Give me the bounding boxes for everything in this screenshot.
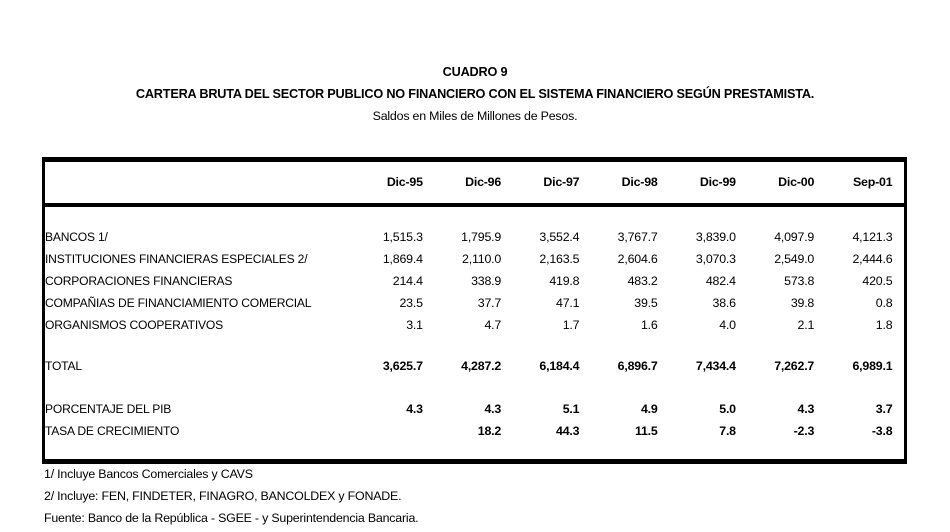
cell-value: 3.7 bbox=[875, 401, 893, 416]
title-block bbox=[0, 61, 950, 127]
column-header: Dic-00 bbox=[736, 160, 814, 205]
column-header-empty bbox=[44, 160, 345, 205]
cell-value: 7.8 bbox=[719, 423, 736, 438]
cell-value: 1.8 bbox=[875, 317, 893, 332]
cell-value: 6,184.4 bbox=[539, 358, 580, 373]
table-row bbox=[44, 292, 906, 314]
row-label: PORCENTAJE DEL PIB bbox=[45, 401, 172, 416]
row-label: TASA DE CRECIMIENTO bbox=[45, 423, 180, 438]
row-label: TOTAL bbox=[45, 358, 82, 373]
cell-value: 419.8 bbox=[549, 273, 580, 288]
column-header-spacer bbox=[892, 160, 905, 205]
pib-row bbox=[44, 398, 906, 420]
footnotes bbox=[44, 463, 418, 529]
cell-value: 338.9 bbox=[471, 273, 502, 288]
cell-value: 4,097.9 bbox=[774, 229, 815, 244]
cell-value: 573.8 bbox=[784, 273, 815, 288]
cell-value: 2,444.6 bbox=[852, 251, 893, 266]
cell-value: 7,434.4 bbox=[695, 358, 736, 373]
page-subtitle: Saldos en Miles de Millones de Pesos. bbox=[372, 109, 578, 123]
cell-value: 2,163.5 bbox=[539, 251, 580, 266]
cell-value: 4.3 bbox=[406, 401, 423, 416]
cell-value: 1,795.9 bbox=[461, 229, 502, 244]
column-header: Sep-01 bbox=[814, 160, 892, 205]
footnote-1: 1/ Incluye Bancos Comerciales y CAVS bbox=[44, 467, 253, 481]
data-table bbox=[42, 157, 907, 464]
cell-value: 4.9 bbox=[640, 401, 658, 416]
table-row bbox=[44, 226, 906, 248]
table-row bbox=[44, 248, 906, 270]
spacer-row bbox=[44, 205, 906, 226]
cell-value: 4.3 bbox=[797, 401, 815, 416]
cell-value: 1,515.3 bbox=[382, 229, 423, 244]
cell-value: 47.1 bbox=[556, 295, 580, 310]
cell-value: 483.2 bbox=[627, 273, 658, 288]
footnote-source: Fuente: Banco de la República - SGEE - y Superintendencia Bancaria. bbox=[44, 511, 419, 525]
cell-value: 0.8 bbox=[875, 295, 893, 310]
cell-value: 2.1 bbox=[797, 317, 815, 332]
cell-value bbox=[345, 420, 423, 442]
cell-value: 44.3 bbox=[556, 423, 580, 438]
row-label: INSTITUCIONES FINANCIERAS ESPECIALES 2/ bbox=[45, 251, 308, 266]
cell-value: 23.5 bbox=[399, 295, 423, 310]
cell-value: 4,287.2 bbox=[461, 358, 502, 373]
table-row bbox=[44, 270, 906, 292]
cell-value: 3,070.3 bbox=[695, 251, 736, 266]
cell-value: 2,549.0 bbox=[774, 251, 815, 266]
footnote-2: 2/ Incluye: FEN, FINDETER, FINAGRO, BANCOLDEX y FONADE. bbox=[44, 489, 402, 503]
growth-row bbox=[44, 420, 906, 442]
cell-value: 2,604.6 bbox=[617, 251, 658, 266]
cell-value: 2,110.0 bbox=[462, 251, 502, 266]
cell-value: 3,552.4 bbox=[539, 229, 580, 244]
cell-value: 1.7 bbox=[562, 317, 580, 332]
cell-value: 7,262.7 bbox=[774, 358, 815, 373]
cell-value: -2.3 bbox=[793, 423, 815, 438]
cell-value: 3,839.0 bbox=[695, 229, 736, 244]
cell-value: 3.1 bbox=[406, 317, 423, 332]
spacer-row bbox=[44, 377, 906, 398]
column-header: Dic-96 bbox=[423, 160, 501, 205]
column-header: Dic-99 bbox=[658, 160, 736, 205]
row-label: BANCOS 1/ bbox=[45, 229, 108, 244]
column-header: Dic-95 bbox=[345, 160, 423, 205]
cell-value: 1.6 bbox=[640, 317, 658, 332]
cell-value: 18.2 bbox=[477, 423, 502, 438]
cell-value: 420.5 bbox=[862, 273, 893, 288]
cell-value: 4.0 bbox=[719, 317, 736, 332]
cell-value: 11.5 bbox=[634, 423, 658, 438]
header-row bbox=[44, 160, 906, 205]
cell-value: 39.5 bbox=[634, 295, 658, 310]
cell-value: 4.3 bbox=[484, 401, 502, 416]
cell-value: 37.7 bbox=[477, 295, 502, 310]
cell-value: 482.4 bbox=[705, 273, 736, 288]
row-label: COMPAÑIAS DE FINANCIAMIENTO COMERCIAL bbox=[45, 295, 312, 310]
column-header: Dic-98 bbox=[579, 160, 657, 205]
row-label: ORGANISMOS COOPERATIVOS bbox=[45, 317, 223, 332]
spacer-row bbox=[44, 336, 906, 355]
table-row bbox=[44, 314, 906, 336]
cell-value: 38.6 bbox=[712, 295, 736, 310]
cell-value: 39.8 bbox=[790, 295, 815, 310]
cell-value: 1,869.4 bbox=[382, 251, 423, 266]
filler-row bbox=[44, 442, 906, 462]
cell-value: 5.0 bbox=[719, 401, 736, 416]
cell-value: 4,121.3 bbox=[852, 229, 893, 244]
cell-value: 5.1 bbox=[562, 401, 580, 416]
cell-value: 3,767.7 bbox=[617, 229, 658, 244]
cell-value: 6,896.7 bbox=[617, 358, 658, 373]
cell-value: 6,989.1 bbox=[852, 358, 893, 373]
cell-value: 3,625.7 bbox=[382, 358, 423, 373]
row-label: CORPORACIONES FINANCIERAS bbox=[45, 273, 233, 288]
cell-value: -3.8 bbox=[871, 423, 893, 438]
cell-value: 4.7 bbox=[484, 317, 502, 332]
page-title: CARTERA BRUTA DEL SECTOR PUBLICO NO FINANCIERO CON EL SISTEMA FINANCIERO SEGÚN PRESTAMISTA. bbox=[135, 87, 815, 101]
table-caption: CUADRO 9 bbox=[442, 65, 508, 79]
column-header: Dic-97 bbox=[501, 160, 579, 205]
total-row bbox=[44, 355, 906, 377]
cell-value: 214.4 bbox=[392, 273, 423, 288]
